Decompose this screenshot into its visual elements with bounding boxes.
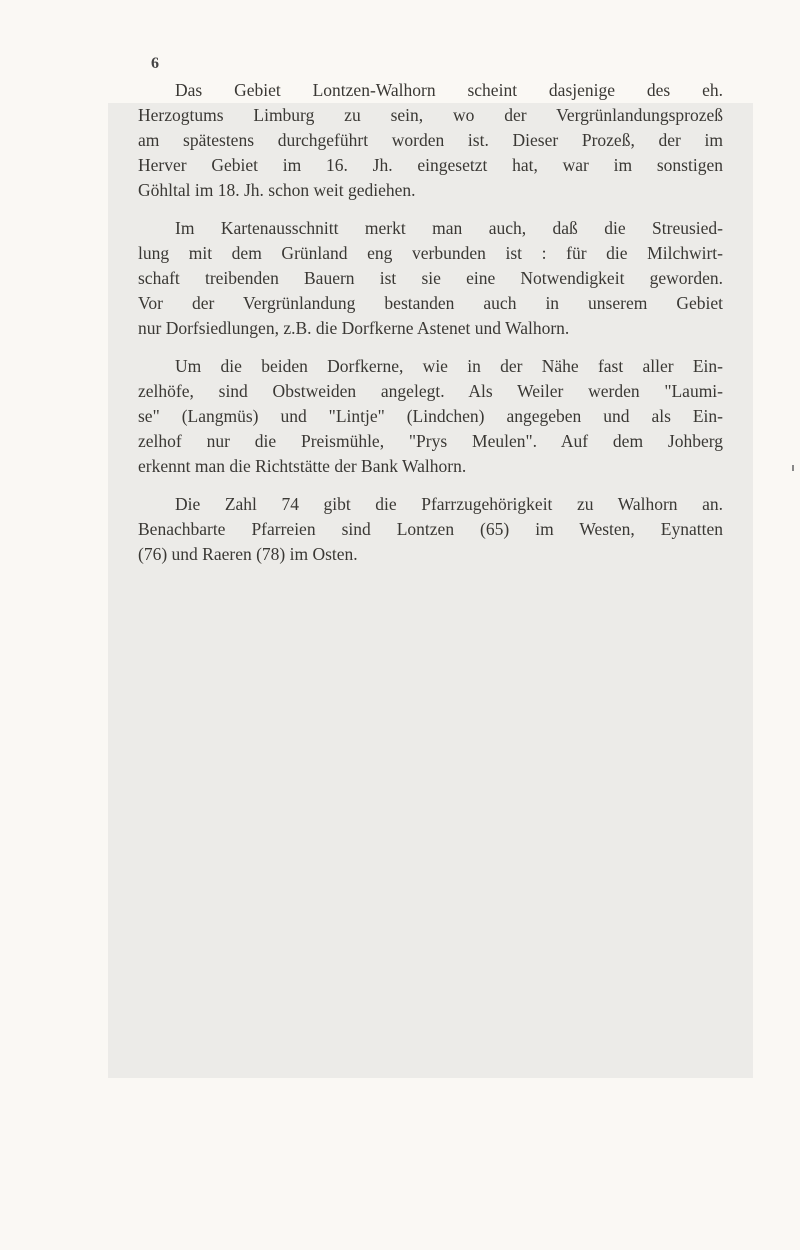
text-line: zelhof nur die Preismühle, "Prys Meulen". Auf dem Johberg xyxy=(138,431,723,451)
body-text xyxy=(138,78,723,580)
text-line: erkennt man die Richtstätte der Bank Walhorn. xyxy=(138,456,467,476)
text-line: (76) und Raeren (78) im Osten. xyxy=(138,544,358,564)
text-line: Die Zahl 74 gibt die Pfarrzugehörigkeit zu Walhorn an. xyxy=(175,494,723,514)
paragraph xyxy=(138,78,723,203)
paragraph xyxy=(138,354,723,479)
text-line: Um die beiden Dorfkerne, wie in der Nähe fast aller Ein- xyxy=(175,356,723,376)
scan-speck xyxy=(792,465,794,471)
text-line: nur Dorfsiedlungen, z.B. die Dorfkerne Astenet und Walhorn. xyxy=(138,318,570,338)
paragraph xyxy=(138,216,723,341)
text-line: Im Kartenausschnitt merkt man auch, daß die Streusied- xyxy=(175,218,723,238)
text-line: Herver Gebiet im 16. Jh. eingesetzt hat, war im sonstigen xyxy=(138,155,723,175)
text-line: lung mit dem Grünland eng verbunden ist : für die Milchwirt- xyxy=(138,243,723,263)
text-line: Das Gebiet Lontzen-Walhorn scheint dasjenige des eh. xyxy=(175,80,723,100)
paragraph xyxy=(138,492,723,567)
text-line: schaft treibenden Bauern ist sie eine Notwendigkeit geworden. xyxy=(138,268,723,288)
text-line: zelhöfe, sind Obstweiden angelegt. Als Weiler werden "Laumi- xyxy=(138,381,723,401)
page-number: 6 xyxy=(151,55,159,72)
text-line: Benachbarte Pfarreien sind Lontzen (65) im Westen, Eynatten xyxy=(138,519,723,539)
text-line: Göhltal im 18. Jh. schon weit gediehen. xyxy=(138,180,416,200)
text-line: am spätestens durchgeführt worden ist. Dieser Prozeß, der im xyxy=(138,130,723,150)
text-line: se" (Langmüs) und "Lintje" (Lindchen) angegeben und als Ein- xyxy=(138,406,723,426)
text-line: Vor der Vergrünlandung bestanden auch in unserem Gebiet xyxy=(138,293,723,313)
text-line: Herzogtums Limburg zu sein, wo der Vergrünlandungsprozeß xyxy=(138,105,723,125)
